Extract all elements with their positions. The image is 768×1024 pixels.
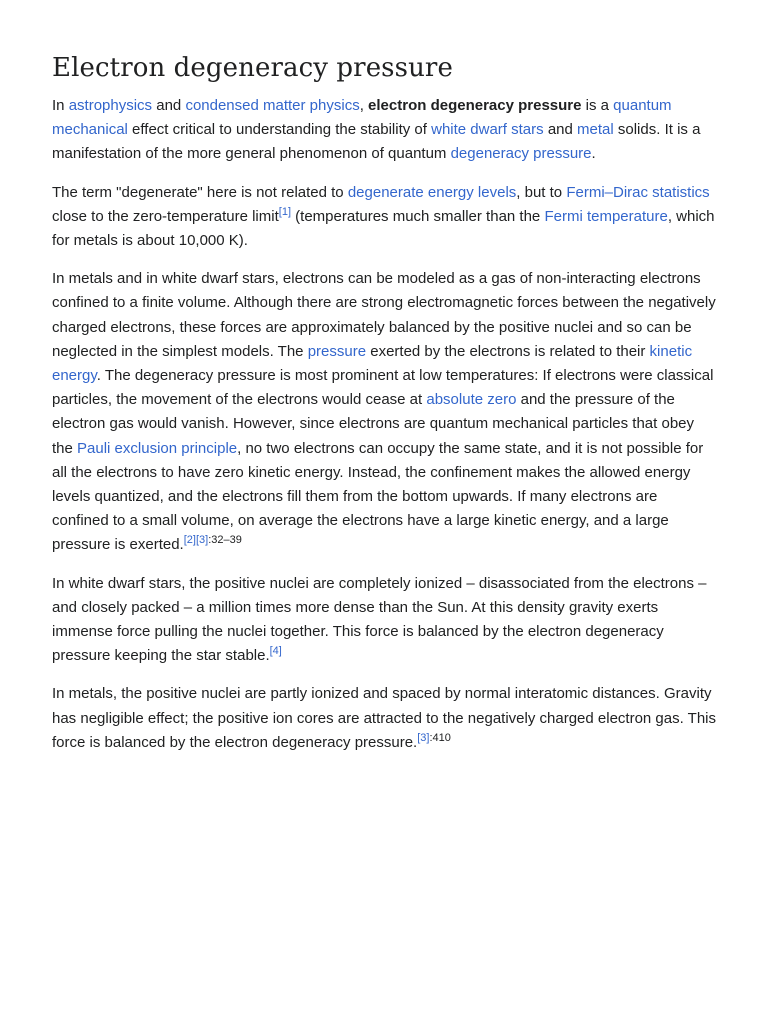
link-white-dwarf-stars[interactable]: white dwarf stars xyxy=(431,121,544,139)
reference-link-1[interactable]: [1] xyxy=(278,205,291,218)
paragraph-white-dwarfs xyxy=(52,572,718,669)
text: and the pressure of the electron gas would vanish. However, since electrons are quantum mechanical particles that obey the xyxy=(52,391,695,457)
link-quantum-mechanical[interactable]: quantum mechanical xyxy=(52,97,672,139)
reference-link-3[interactable]: [3] xyxy=(417,731,430,744)
reference-link-4[interactable]: [4] xyxy=(269,645,282,658)
paragraph-terminology xyxy=(52,181,718,254)
link-absolute-zero[interactable]: absolute zero xyxy=(426,391,517,409)
reference-pages: :32–39 xyxy=(208,534,242,547)
paragraph-model xyxy=(52,267,718,557)
text: , xyxy=(359,97,369,114)
link-astrophysics[interactable]: astrophysics xyxy=(68,97,153,114)
text: In metals, the positive nuclei are partly ionized and spaced by normal interatomic distances. Gravity has negligible effect; the positive ion cores are attracted to the negatively charged electron gas. This force is balanced by the electron degeneracy pressure. xyxy=(52,685,717,751)
link-pressure[interactable]: pressure xyxy=(307,342,367,360)
link-kinetic-energy[interactable]: kinetic energy xyxy=(52,342,693,385)
link-pauli-exclusion-principle[interactable]: Pauli exclusion principle xyxy=(77,439,238,457)
text: and xyxy=(152,97,186,114)
text: exerted by the electrons is related to their xyxy=(366,342,650,360)
reference-pages: :410 xyxy=(429,731,451,744)
reference-superscript xyxy=(279,206,291,218)
link-metal[interactable]: metal xyxy=(577,121,614,139)
text: . xyxy=(591,145,596,163)
text: effect critical to understanding the stability of xyxy=(127,121,432,139)
reference-superscript xyxy=(184,534,242,546)
text: is a xyxy=(581,97,614,114)
link-condensed-matter-physics[interactable]: condensed matter physics xyxy=(185,97,360,114)
reference-superscript xyxy=(270,645,282,657)
paragraph-intro xyxy=(52,94,718,167)
text: and xyxy=(543,121,578,139)
text: , no two electrons can occupy the same state, and it is not possible for all the electrons to have zero kinetic energy. Instead, the confinement makes the allowed energy levels quantized, and the electrons fill them from the bottom upwards. If many electrons are confined to a small volume, on average the electrons have a large kinetic energy, and a large pressure is exerted. xyxy=(52,439,704,554)
text: In metals and in white dwarf stars, electrons can be modeled as a gas of non-interacting electrons confined to a finite volume. Although there are strong electromagnetic forces between the negatively charged electrons, these forces are approximately balanced by the positive nuclei and so can be neglected in the simplest models. The xyxy=(52,270,716,360)
text: , which for metals is about 10,000 K). xyxy=(52,207,715,250)
text: , but to xyxy=(516,183,567,201)
text: The term "degenerate" here is not related to xyxy=(52,183,348,201)
text: In xyxy=(52,97,69,114)
page-title: Electron degeneracy pressure xyxy=(52,53,453,83)
text: close to the zero-temperature limit xyxy=(52,207,279,225)
paragraph-metals xyxy=(52,682,718,755)
article-content xyxy=(52,46,718,769)
link-degeneracy-pressure[interactable]: degeneracy pressure xyxy=(450,145,592,163)
link-fermi-temperature[interactable]: Fermi temperature xyxy=(544,207,668,225)
link-degenerate-energy-levels[interactable]: degenerate energy levels xyxy=(347,183,517,201)
reference-link-3[interactable]: [3] xyxy=(195,534,209,547)
text: solids. It is a manifestation of the more general phenomenon of quantum xyxy=(52,121,701,163)
reference-superscript xyxy=(417,732,451,744)
bold-term: electron degeneracy pressure xyxy=(368,97,582,114)
link-fermi-dirac-statistics[interactable]: Fermi–Dirac statistics xyxy=(566,183,710,201)
text: In white dwarf stars, the positive nuclei are completely ionized – disassociated from the electrons – and closely packed – a million times more dense than the Sun. At this density gravity exerts immense force pulling the nuclei together. This force is balanced by the electron degeneracy pressure keeping the star stable. xyxy=(52,574,707,665)
reference-link-2[interactable]: [2] xyxy=(183,534,196,547)
text: . The degeneracy pressure is most prominent at low temperatures: If electrons were classical particles, the movement of the electrons would cease at xyxy=(52,367,714,409)
text: (temperatures much smaller than the xyxy=(291,207,545,225)
